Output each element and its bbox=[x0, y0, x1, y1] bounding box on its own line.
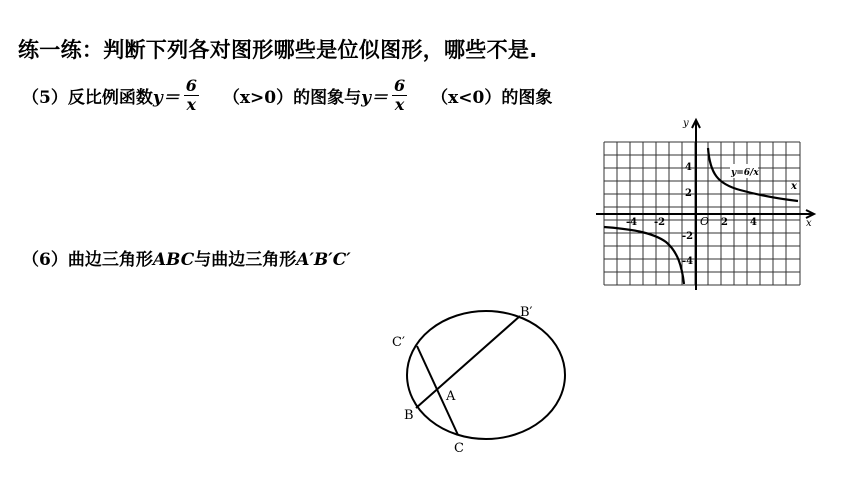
problem-6-middle: 与曲边三角形 bbox=[194, 250, 297, 270]
problem-6-prefix: （6）曲边三角形 bbox=[22, 250, 153, 270]
problem-5-prefix: （5）反比例函数 bbox=[22, 87, 153, 108]
graph-axes bbox=[596, 120, 814, 290]
curve-equation-label: y=6/x bbox=[731, 168, 759, 178]
label-b: B bbox=[404, 408, 414, 423]
fraction-1-numerator: 6 bbox=[185, 75, 197, 95]
fraction-2 bbox=[392, 77, 407, 114]
label-b-prime: B′ bbox=[520, 305, 533, 320]
problem-5 bbox=[22, 70, 552, 120]
y-tick-4: 4 bbox=[685, 162, 692, 173]
y-tick-minus-4: -4 bbox=[682, 256, 694, 267]
x-axis-label-right: x bbox=[806, 218, 812, 229]
y-axis-label: y bbox=[683, 118, 689, 129]
fraction-1 bbox=[184, 77, 199, 114]
y-tick-2: 2 bbox=[685, 188, 692, 199]
label-c-prime: C′ bbox=[392, 335, 405, 350]
y-tick-minus-2: -2 bbox=[682, 231, 694, 242]
fraction-2-numerator: 6 bbox=[393, 75, 406, 95]
condition-2: （x<0） bbox=[431, 87, 502, 108]
hyperbola-graph bbox=[590, 112, 820, 292]
condition-1: （x>0） bbox=[222, 87, 294, 108]
hyperbola-branch-negative bbox=[604, 227, 684, 284]
triangle-2-name: A′B′C′ bbox=[296, 250, 351, 270]
circle-figure bbox=[380, 296, 580, 466]
label-a: A bbox=[446, 389, 456, 404]
problem-5-suffix: 的图象 bbox=[501, 87, 553, 108]
problem-5-middle: 的图象与 bbox=[293, 87, 362, 108]
fraction-2-denominator: x bbox=[394, 94, 405, 114]
fraction-1-denominator: x bbox=[186, 94, 197, 114]
x-axis-label: x bbox=[791, 181, 797, 192]
x-tick-minus-4: -4 bbox=[626, 217, 638, 228]
triangle-1-name: ABC bbox=[152, 250, 195, 270]
x-tick-2: 2 bbox=[721, 217, 728, 228]
x-tick-minus-2: -2 bbox=[654, 217, 666, 228]
x-tick-4: 4 bbox=[750, 217, 757, 228]
page-title: 练一练：判断下列各对图形哪些是位似图形，哪些不是. bbox=[18, 38, 538, 62]
function-2-lhs: y＝ bbox=[361, 87, 388, 108]
problem-6 bbox=[22, 245, 351, 270]
origin-label: O bbox=[700, 215, 710, 228]
label-c: C bbox=[454, 441, 464, 456]
function-1-lhs: y＝ bbox=[152, 87, 180, 108]
